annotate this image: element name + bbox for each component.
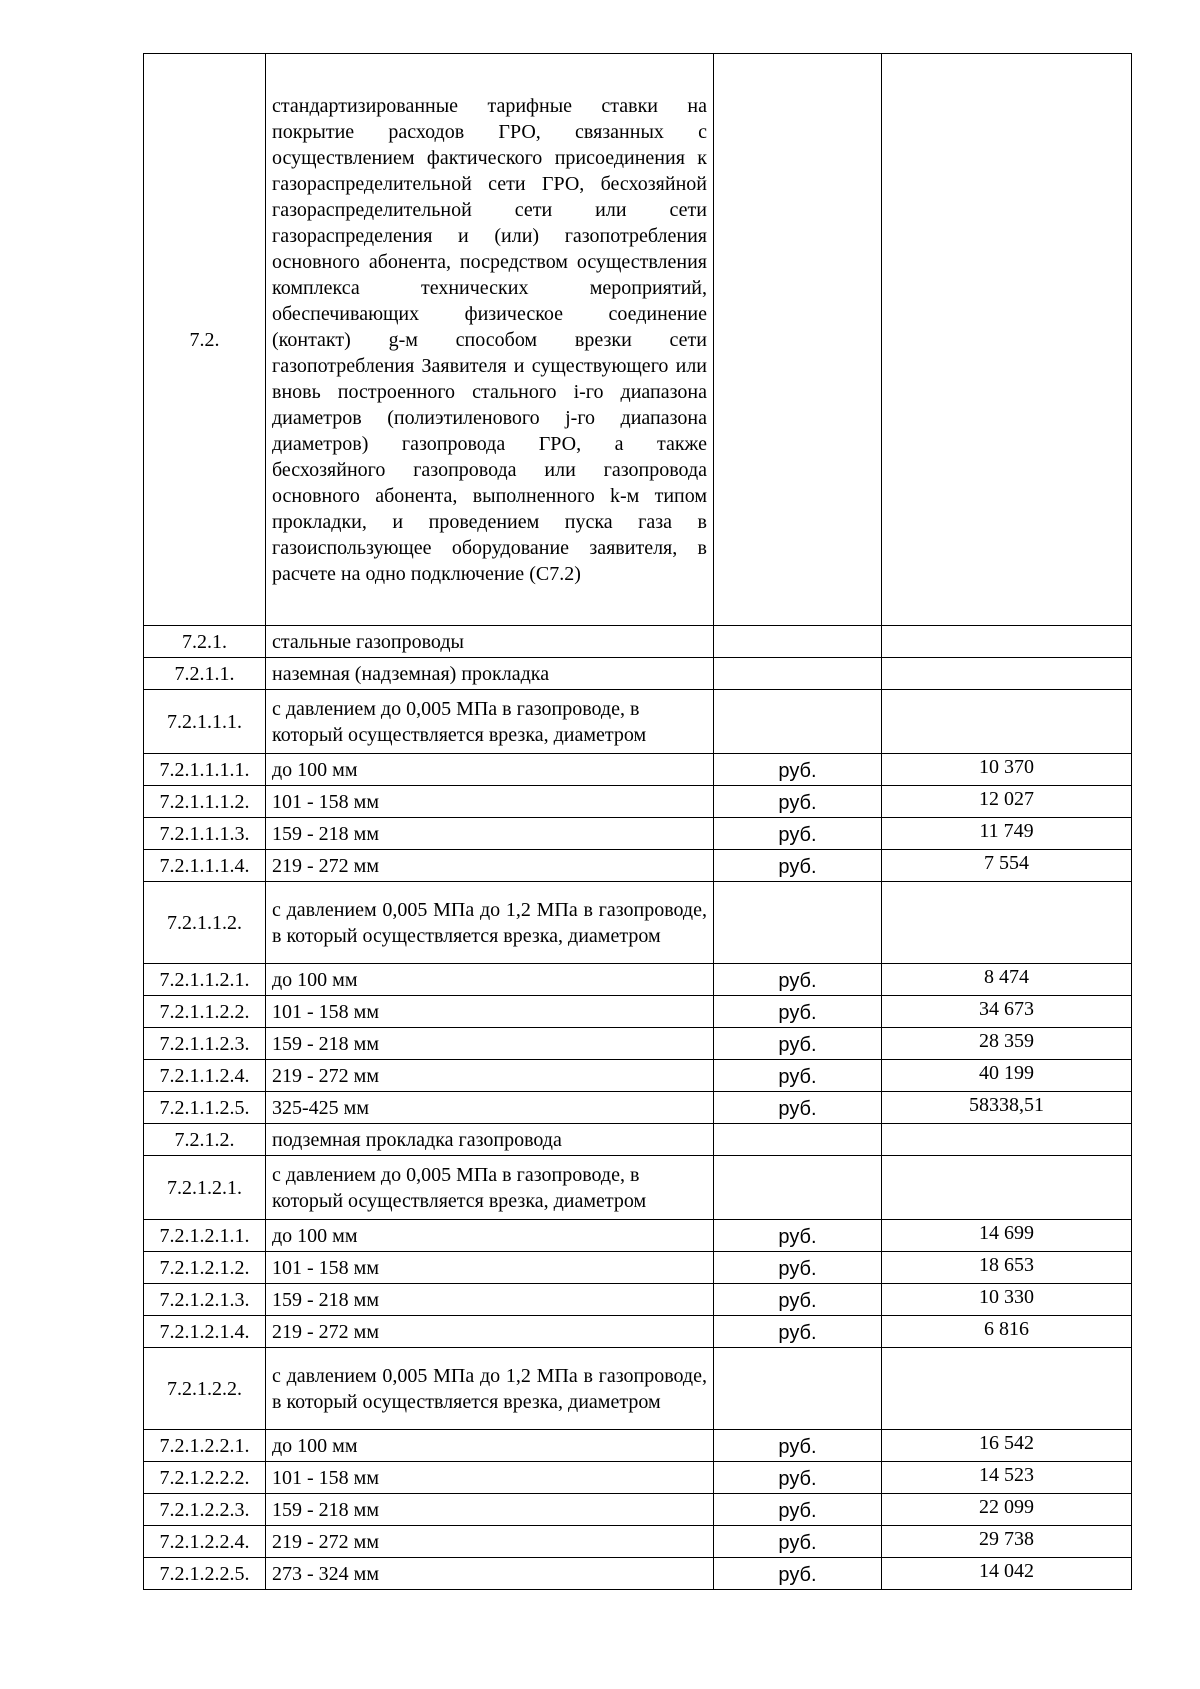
table-row: [144, 996, 1132, 1028]
row-description: 219 - 272 мм: [266, 1060, 714, 1092]
table-row: [144, 1060, 1132, 1092]
row-unit: руб.: [714, 1028, 882, 1060]
table-row: [144, 1092, 1132, 1124]
row-value: 18 653: [882, 1252, 1132, 1284]
row-code: 7.2.1.1.2.4.: [144, 1060, 266, 1092]
row-unit: руб.: [714, 1558, 882, 1590]
row-unit: руб.: [714, 1526, 882, 1558]
row-unit: руб.: [714, 850, 882, 882]
row-value: [882, 690, 1132, 754]
row-description: 325-425 мм: [266, 1092, 714, 1124]
row-value: 58338,51: [882, 1092, 1132, 1124]
row-code: 7.2.1.1.1.: [144, 690, 266, 754]
row-description: 219 - 272 мм: [266, 850, 714, 882]
row-value: [882, 1156, 1132, 1220]
row-code: 7.2.1.2.1.: [144, 1156, 266, 1220]
row-unit: руб.: [714, 1494, 882, 1526]
row-unit: [714, 54, 882, 626]
row-code: 7.2.1.1.2.1.: [144, 964, 266, 996]
row-unit: руб.: [714, 754, 882, 786]
row-unit: руб.: [714, 818, 882, 850]
row-unit: руб.: [714, 1092, 882, 1124]
table-row: [144, 1558, 1132, 1590]
row-description: с давлением до 0,005 МПа в газопроводе, в который осуществляется врезка, диаметром: [266, 1156, 714, 1220]
table-row: [144, 626, 1132, 658]
row-code: 7.2.1.2.2.4.: [144, 1526, 266, 1558]
row-value: 8 474: [882, 964, 1132, 996]
row-value: 40 199: [882, 1060, 1132, 1092]
table-row: [144, 658, 1132, 690]
row-description: до 100 мм: [266, 1430, 714, 1462]
row-value: 14 523: [882, 1462, 1132, 1494]
row-value: 7 554: [882, 850, 1132, 882]
row-description: до 100 мм: [266, 964, 714, 996]
row-value: [882, 1348, 1132, 1430]
table-row: [144, 1526, 1132, 1558]
row-description: 101 - 158 мм: [266, 996, 714, 1028]
row-value: 12 027: [882, 786, 1132, 818]
table-row: [144, 1220, 1132, 1252]
row-unit: руб.: [714, 1316, 882, 1348]
row-description: 159 - 218 мм: [266, 1494, 714, 1526]
row-code: 7.2.1.1.: [144, 658, 266, 690]
row-value: [882, 882, 1132, 964]
table-row: [144, 818, 1132, 850]
row-code: 7.2.1.1.1.2.: [144, 786, 266, 818]
row-description: стандартизированные тарифные ставки на покрытие расходов ГРО, связанных с осуществлением фактического присоединения к газораспределительной сети ГРО, бесхозяйной газораспределительной сети или сети газораспределения и (или) газопотребления основного абонента, посредством осуществления комплекса технических мероприятий, обеспечивающих физическое соединение (контакт) g-м способом врезки сети газопотребления Заявителя и существующего или вновь построенного стального i-го диапазона диаметров (полиэтиленового j-го диапазона диаметров) газопровода ГРО, а также бесхозяйного газопровода или газопровода основного абонента, выполненного k-м типом прокладки, и проведением пуска газа в газоиспользующее оборудование заявителя, в расчете на одно подключение (С7.2): [266, 54, 714, 626]
row-code: 7.2.1.2.2.: [144, 1348, 266, 1430]
row-code: 7.2.1.2.2.3.: [144, 1494, 266, 1526]
table-row: [144, 754, 1132, 786]
row-description: 219 - 272 мм: [266, 1526, 714, 1558]
row-code: 7.2.1.1.2.2.: [144, 996, 266, 1028]
row-value: [882, 54, 1132, 626]
table-row: [144, 1494, 1132, 1526]
row-value: [882, 658, 1132, 690]
table-row: [144, 850, 1132, 882]
row-value: 22 099: [882, 1494, 1132, 1526]
table-row: [144, 964, 1132, 996]
table-row: [144, 1028, 1132, 1060]
table-row: [144, 54, 1132, 626]
row-code: 7.2.1.2.1.1.: [144, 1220, 266, 1252]
table-row: [144, 882, 1132, 964]
tariff-table: [143, 53, 1132, 1590]
row-unit: руб.: [714, 964, 882, 996]
table-row: [144, 1462, 1132, 1494]
row-code: 7.2.1.2.: [144, 1124, 266, 1156]
row-description: с давлением 0,005 МПа до 1,2 МПа в газопроводе, в который осуществляется врезка, диаметром: [266, 1348, 714, 1430]
row-description: 101 - 158 мм: [266, 1462, 714, 1494]
row-value: 6 816: [882, 1316, 1132, 1348]
row-code: 7.2.1.1.2.: [144, 882, 266, 964]
row-value: 11 749: [882, 818, 1132, 850]
row-value: 28 359: [882, 1028, 1132, 1060]
table-row: [144, 690, 1132, 754]
row-unit: руб.: [714, 1430, 882, 1462]
row-value: 10 330: [882, 1284, 1132, 1316]
row-code: 7.2.1.2.2.1.: [144, 1430, 266, 1462]
table-row: [144, 1316, 1132, 1348]
row-value: 14 042: [882, 1558, 1132, 1590]
row-unit: [714, 882, 882, 964]
row-unit: руб.: [714, 786, 882, 818]
row-unit: [714, 1124, 882, 1156]
row-value: 29 738: [882, 1526, 1132, 1558]
row-unit: [714, 1348, 882, 1430]
row-description: наземная (надземная) прокладка: [266, 658, 714, 690]
row-description: с давлением 0,005 МПа до 1,2 МПа в газопроводе, в который осуществляется врезка, диаметром: [266, 882, 714, 964]
row-description: 159 - 218 мм: [266, 1284, 714, 1316]
row-description: 159 - 218 мм: [266, 818, 714, 850]
table-row: [144, 1252, 1132, 1284]
row-code: 7.2.1.2.1.4.: [144, 1316, 266, 1348]
table-row: [144, 1284, 1132, 1316]
row-code: 7.2.1.1.2.3.: [144, 1028, 266, 1060]
table-row: [144, 1156, 1132, 1220]
row-description: 159 - 218 мм: [266, 1028, 714, 1060]
row-code: 7.2.1.2.2.5.: [144, 1558, 266, 1590]
row-code: 7.2.1.1.1.4.: [144, 850, 266, 882]
row-unit: [714, 690, 882, 754]
row-value: 16 542: [882, 1430, 1132, 1462]
row-value: [882, 1124, 1132, 1156]
row-unit: руб.: [714, 1462, 882, 1494]
row-description: стальные газопроводы: [266, 626, 714, 658]
table-row: [144, 1124, 1132, 1156]
row-code: 7.2.1.2.1.3.: [144, 1284, 266, 1316]
row-description: подземная прокладка газопровода: [266, 1124, 714, 1156]
row-code: 7.2.1.2.1.2.: [144, 1252, 266, 1284]
table-row: [144, 786, 1132, 818]
row-unit: [714, 1156, 882, 1220]
row-code: 7.2.1.1.1.1.: [144, 754, 266, 786]
row-description: 101 - 158 мм: [266, 1252, 714, 1284]
table-row: [144, 1348, 1132, 1430]
row-value: 34 673: [882, 996, 1132, 1028]
row-description: до 100 мм: [266, 1220, 714, 1252]
row-unit: [714, 626, 882, 658]
row-description: с давлением до 0,005 МПа в газопроводе, в который осуществляется врезка, диаметром: [266, 690, 714, 754]
row-unit: руб.: [714, 1284, 882, 1316]
row-code: 7.2.1.1.2.5.: [144, 1092, 266, 1124]
row-unit: [714, 658, 882, 690]
row-unit: руб.: [714, 1252, 882, 1284]
row-code: 7.2.1.: [144, 626, 266, 658]
row-description: 101 - 158 мм: [266, 786, 714, 818]
row-value: 10 370: [882, 754, 1132, 786]
row-description: 219 - 272 мм: [266, 1316, 714, 1348]
row-value: 14 699: [882, 1220, 1132, 1252]
row-code: 7.2.: [144, 54, 266, 626]
table-row: [144, 1430, 1132, 1462]
row-code: 7.2.1.2.2.2.: [144, 1462, 266, 1494]
row-code: 7.2.1.1.1.3.: [144, 818, 266, 850]
row-description: до 100 мм: [266, 754, 714, 786]
row-unit: руб.: [714, 1060, 882, 1092]
row-value: [882, 626, 1132, 658]
tariff-table-body: [144, 54, 1132, 1590]
row-unit: руб.: [714, 1220, 882, 1252]
row-unit: руб.: [714, 996, 882, 1028]
row-description: 273 - 324 мм: [266, 1558, 714, 1590]
